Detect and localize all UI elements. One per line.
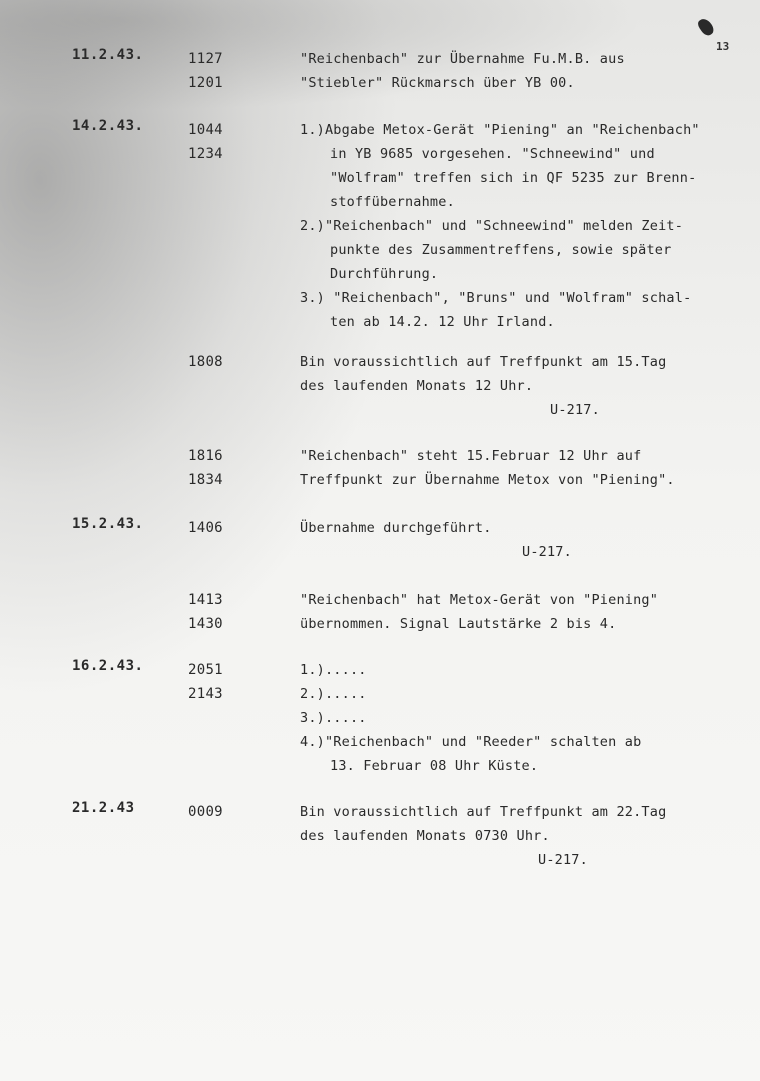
text-line: 3.).....	[300, 710, 367, 726]
text-line: des laufenden Monats 0730 Uhr.	[300, 828, 550, 844]
entry-time: 1406	[188, 520, 223, 536]
signature-line: U-217.	[522, 544, 572, 560]
entry-times	[188, 516, 248, 540]
text-line: Bin voraussichtlich auf Treffpunkt am 22.Tag	[300, 804, 667, 820]
text-line: 2.)"Reichenbach" und "Schneewind" melden Zeit-	[300, 218, 684, 234]
entry-date: 14.2.43.	[72, 118, 144, 134]
text-line: Übernahme durchgeführt.	[300, 520, 492, 536]
signature-line: U-217.	[538, 852, 588, 868]
text-line: ten ab 14.2. 12 Uhr Irland.	[330, 314, 555, 330]
entry-text	[300, 516, 750, 564]
entry-text	[300, 444, 750, 492]
text-line: "Stiebler" Rückmarsch über YB 00.	[300, 75, 575, 91]
text-line: in YB 9685 vorgesehen. "Schneewind" und	[330, 146, 655, 162]
entry-time: 1430	[188, 616, 223, 632]
entry-time: 1044	[188, 122, 223, 138]
text-line: 1.).....	[300, 662, 367, 678]
entry-times	[188, 800, 248, 824]
text-line: des laufenden Monats 12 Uhr.	[300, 378, 534, 394]
text-line: übernommen. Signal Lautstärke 2 bis 4.	[300, 616, 617, 632]
entry-times	[188, 588, 248, 636]
entry-text	[300, 47, 750, 95]
entry-time: 2051	[188, 662, 223, 678]
entry-time: 1201	[188, 75, 223, 91]
entry-text	[300, 118, 750, 334]
text-line: 1.)Abgabe Metox-Gerät "Piening" an "Reichenbach"	[300, 122, 700, 138]
text-line: Bin voraussichtlich auf Treffpunkt am 15.Tag	[300, 354, 667, 370]
entry-text	[300, 800, 750, 872]
entry-text	[300, 588, 750, 636]
text-line: "Reichenbach" steht 15.Februar 12 Uhr auf	[300, 448, 642, 464]
entry-time: 1834	[188, 472, 223, 488]
signature-line: U-217.	[550, 402, 600, 418]
entry-times	[188, 47, 248, 95]
entry-date: 16.2.43.	[72, 658, 144, 674]
text-line: 4.)"Reichenbach" und "Reeder" schalten ab	[300, 734, 642, 750]
entry-time: 1127	[188, 51, 223, 67]
entry-time: 1234	[188, 146, 223, 162]
text-line: 13. Februar 08 Uhr Küste.	[330, 758, 539, 774]
text-line: 3.) "Reichenbach", "Bruns" und "Wolfram" schal-	[300, 290, 692, 306]
entry-times	[188, 444, 248, 492]
text-line: stoffübernahme.	[330, 194, 455, 210]
entry-time: 1808	[188, 354, 223, 370]
corner-mark: 13	[716, 40, 730, 53]
entry-date: 15.2.43.	[72, 516, 144, 532]
entry-date: 11.2.43.	[72, 47, 144, 63]
entry-time: 1413	[188, 592, 223, 608]
text-line: "Reichenbach" zur Übernahme Fu.M.B. aus	[300, 51, 625, 67]
text-line: punkte des Zusammentreffens, sowie später	[330, 242, 672, 258]
text-line: Treffpunkt zur Übernahme Metox von "Piening".	[300, 472, 675, 488]
text-line: "Wolfram" treffen sich in QF 5235 zur Brenn-	[330, 170, 697, 186]
entry-text	[300, 658, 750, 778]
entry-time: 0009	[188, 804, 223, 820]
ink-mark	[696, 16, 716, 38]
text-line: Durchführung.	[330, 266, 439, 282]
text-line: 2.).....	[300, 686, 367, 702]
entry-time: 2143	[188, 686, 223, 702]
entry-date: 21.2.43	[72, 800, 135, 816]
entry-times	[188, 118, 248, 166]
entry-times	[188, 658, 248, 706]
entry-times	[188, 350, 248, 374]
entry-time: 1816	[188, 448, 223, 464]
entry-text	[300, 350, 750, 422]
text-line: "Reichenbach" hat Metox-Gerät von "Piening"	[300, 592, 659, 608]
